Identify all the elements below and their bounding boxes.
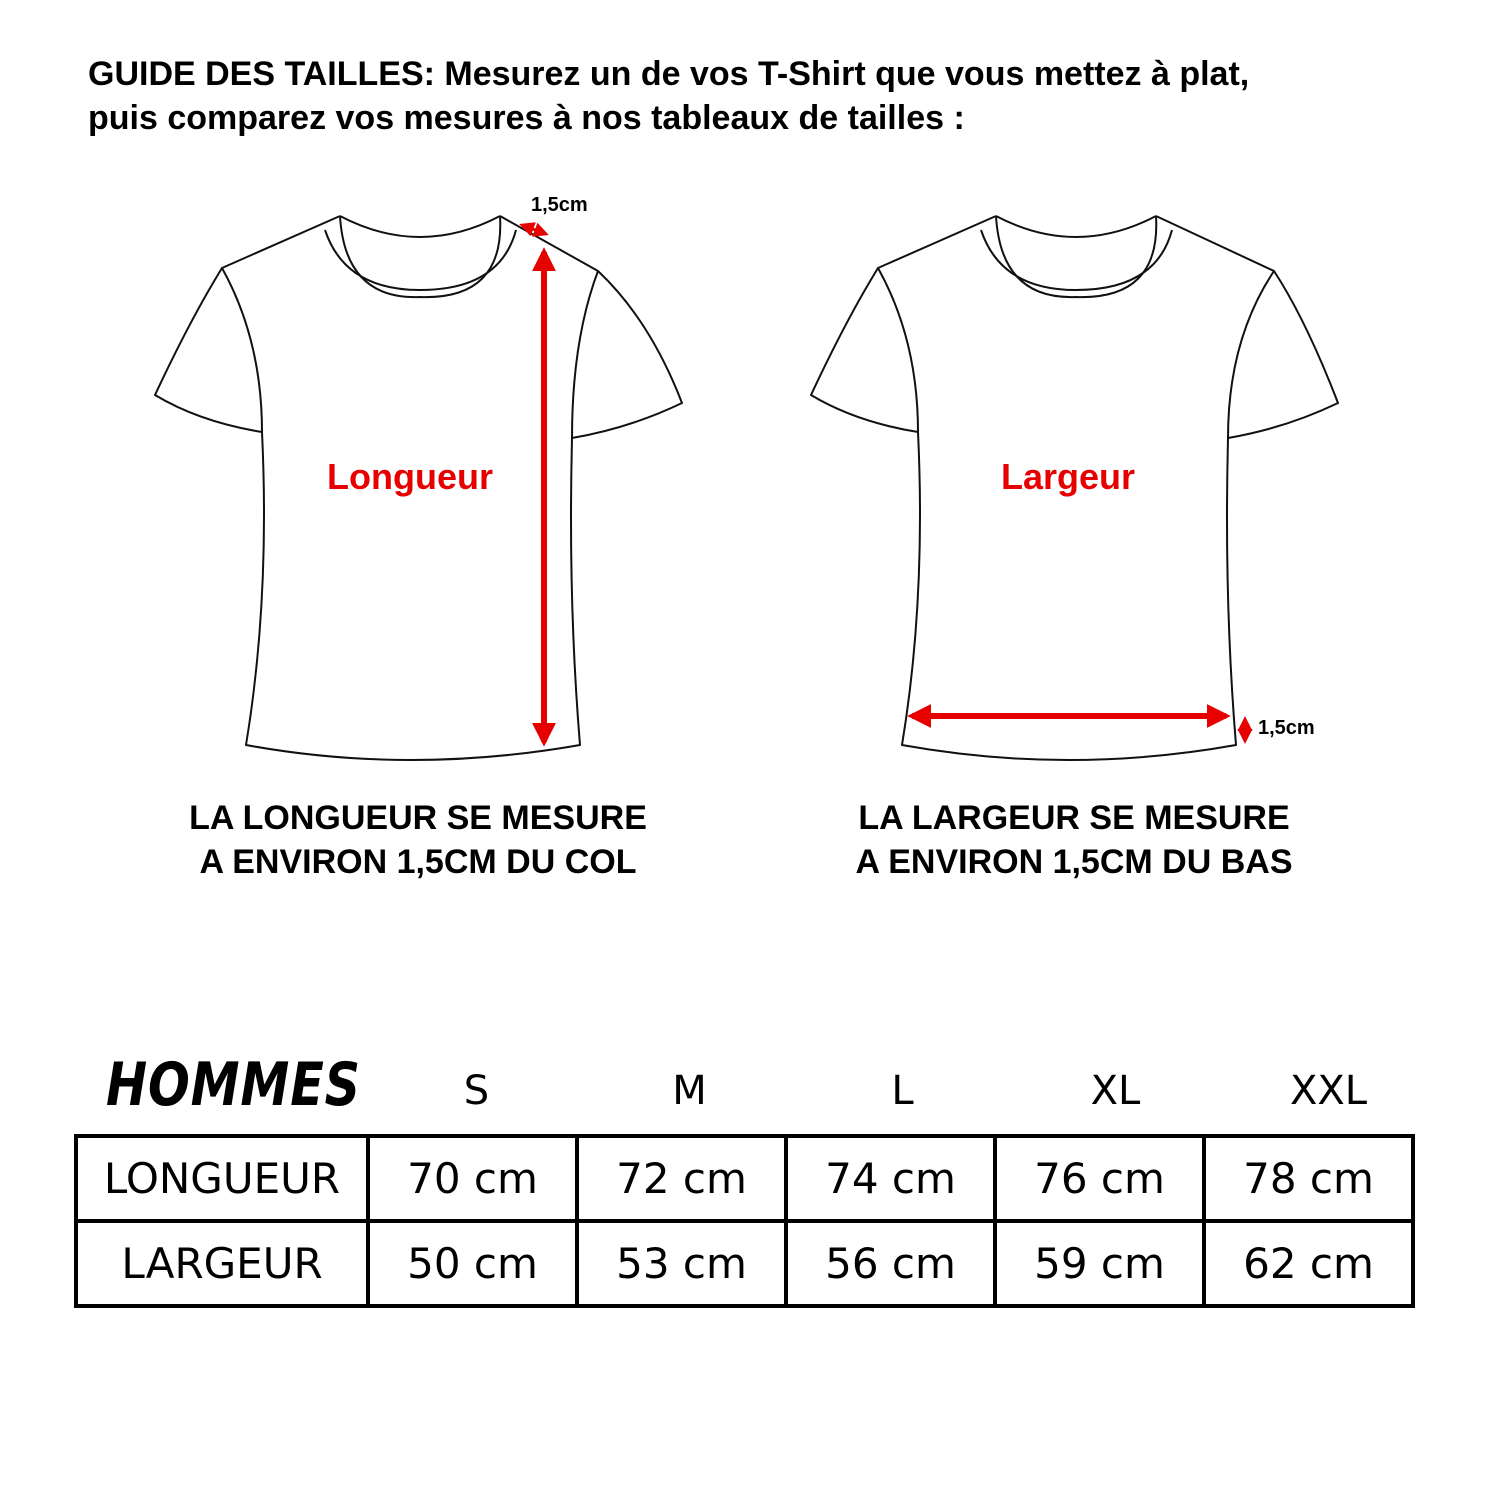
cell-width-m: 53 cm <box>577 1221 786 1306</box>
cell-width-xxl: 62 cm <box>1204 1221 1413 1306</box>
width-caption-line-1: LA LARGEUR SE MESURE <box>858 799 1290 837</box>
row-label-width: LARGEUR <box>76 1221 368 1306</box>
cell-length-xxl: 78 cm <box>1204 1136 1413 1221</box>
length-label: Longueur <box>327 456 493 497</box>
hem-offset-label: 1,5cm <box>1258 717 1315 739</box>
cell-width-l: 56 cm <box>786 1221 995 1306</box>
size-header-m: M <box>672 1068 707 1114</box>
cell-length-s: 70 cm <box>368 1136 577 1221</box>
length-caption <box>118 796 718 884</box>
row-label-length: LONGUEUR <box>76 1136 368 1221</box>
size-header-xxl: XXL <box>1289 1068 1368 1114</box>
size-header-l: L <box>891 1068 914 1114</box>
cell-width-xl: 59 cm <box>995 1221 1204 1306</box>
cell-width-s: 50 cm <box>368 1221 577 1306</box>
length-caption-line-1: LA LONGUEUR SE MESURE <box>189 799 647 837</box>
intro-line-2: puis comparez vos mesures à nos tableaux de tailles : <box>88 99 965 137</box>
table-row <box>76 1221 1413 1306</box>
size-header-xl: XL <box>1090 1068 1141 1114</box>
intro-line-1: GUIDE DES TAILLES: Mesurez un de vos T-Shirt que vous mettez à plat, <box>88 55 1250 93</box>
neck-offset-label: 1,5cm <box>531 194 588 216</box>
width-label: Largeur <box>1001 456 1136 497</box>
width-caption-line-2: A ENVIRON 1,5CM DU BAS <box>855 843 1293 881</box>
size-header-s: S <box>463 1068 490 1114</box>
length-caption-line-2: A ENVIRON 1,5CM DU COL <box>199 843 637 881</box>
width-caption <box>774 796 1374 884</box>
cell-length-l: 74 cm <box>786 1136 995 1221</box>
size-table <box>74 1134 1415 1308</box>
cell-length-xl: 76 cm <box>995 1136 1204 1221</box>
table-row <box>76 1136 1413 1221</box>
cell-length-m: 72 cm <box>577 1136 786 1221</box>
table-title: HOMMES <box>106 1050 361 1120</box>
